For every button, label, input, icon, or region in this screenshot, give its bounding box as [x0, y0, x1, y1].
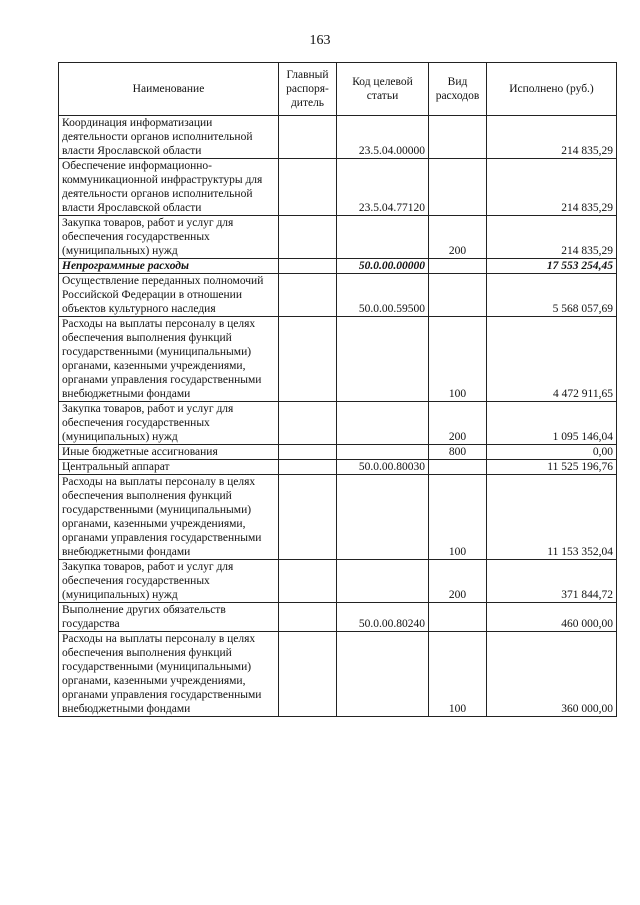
row-type: 800	[429, 445, 487, 460]
table-row	[59, 317, 617, 402]
row-name: Расходы на выплаты персоналу в целях обеспечения выполнения функций государственными (муниципальными) органами, казенными учреждениями, органами управления государственными внебюджетными фондами	[59, 317, 279, 402]
header-code: Код целевой статьи	[337, 63, 429, 116]
row-admin	[279, 603, 337, 632]
row-name: Иные бюджетные ассигнования	[59, 445, 279, 460]
row-admin	[279, 259, 337, 274]
row-amount: 214 835,29	[487, 216, 617, 259]
row-code	[337, 317, 429, 402]
row-code: 50.0.00.00000	[337, 259, 429, 274]
row-amount: 11 153 352,04	[487, 475, 617, 560]
row-code	[337, 402, 429, 445]
row-admin	[279, 274, 337, 317]
row-admin	[279, 402, 337, 445]
row-name: Осуществление переданных полномочий Российской Федерации в отношении объектов культурного наследия	[59, 274, 279, 317]
row-type: 200	[429, 402, 487, 445]
row-code: 23.5.04.77120	[337, 159, 429, 216]
budget-table	[58, 62, 617, 717]
table-row	[59, 460, 617, 475]
row-amount: 0,00	[487, 445, 617, 460]
row-admin	[279, 560, 337, 603]
table-row	[59, 402, 617, 445]
row-type: 200	[429, 216, 487, 259]
table-row	[59, 475, 617, 560]
row-amount: 360 000,00	[487, 632, 617, 717]
row-name: Центральный аппарат	[59, 460, 279, 475]
row-type	[429, 460, 487, 475]
row-type: 200	[429, 560, 487, 603]
header-amount: Исполнено (руб.)	[487, 63, 617, 116]
row-name: Закупка товаров, работ и услуг для обеспечения государственных (муниципальных) нужд	[59, 560, 279, 603]
row-admin	[279, 460, 337, 475]
table-header-row	[59, 63, 617, 116]
row-admin	[279, 317, 337, 402]
row-name: Обеспечение информационно-коммуникационной инфраструктуры для деятельности органов исполнительной власти Ярославской области	[59, 159, 279, 216]
row-admin	[279, 159, 337, 216]
row-type	[429, 159, 487, 216]
row-amount: 4 472 911,65	[487, 317, 617, 402]
row-admin	[279, 632, 337, 717]
row-type: 100	[429, 475, 487, 560]
row-code: 23.5.04.00000	[337, 116, 429, 159]
page-number: 163	[309, 33, 331, 48]
header-name: Наименование	[59, 63, 279, 116]
row-name: Расходы на выплаты персоналу в целях обеспечения выполнения функций государственными (муниципальными) органами, казенными учреждениями, органами управления государственными внебюджетными фондами	[59, 632, 279, 717]
table-row	[59, 159, 617, 216]
row-name: Выполнение других обязательств государства	[59, 603, 279, 632]
row-name: Расходы на выплаты персоналу в целях обеспечения выполнения функций государственными (муниципальными) органами, казенными учреждениями, органами управления государственными внебюджетными фондами	[59, 475, 279, 560]
row-admin	[279, 216, 337, 259]
row-name: Непрограммные расходы	[59, 259, 279, 274]
table-row	[59, 445, 617, 460]
row-type	[429, 274, 487, 317]
row-amount: 214 835,29	[487, 159, 617, 216]
row-code	[337, 445, 429, 460]
row-type	[429, 259, 487, 274]
table-row	[59, 216, 617, 259]
row-type	[429, 603, 487, 632]
row-type	[429, 116, 487, 159]
row-amount: 371 844,72	[487, 560, 617, 603]
row-type: 100	[429, 632, 487, 717]
row-name: Координация информатизации деятельности органов исполнительной власти Ярославской области	[59, 116, 279, 159]
row-name: Закупка товаров, работ и услуг для обеспечения государственных (муниципальных) нужд	[59, 402, 279, 445]
table-row	[59, 603, 617, 632]
row-amount: 214 835,29	[487, 116, 617, 159]
row-code	[337, 475, 429, 560]
row-amount: 5 568 057,69	[487, 274, 617, 317]
row-code: 50.0.00.80240	[337, 603, 429, 632]
table-row	[59, 116, 617, 159]
header-admin: Главный распоря-дитель	[279, 63, 337, 116]
table-row	[59, 560, 617, 603]
row-admin	[279, 445, 337, 460]
row-amount: 17 553 254,45	[487, 259, 617, 274]
row-type: 100	[429, 317, 487, 402]
row-name: Закупка товаров, работ и услуг для обеспечения государственных (муниципальных) нужд	[59, 216, 279, 259]
row-admin	[279, 116, 337, 159]
row-amount: 1 095 146,04	[487, 402, 617, 445]
table-row	[59, 632, 617, 717]
row-code	[337, 216, 429, 259]
row-code	[337, 632, 429, 717]
table-row	[59, 274, 617, 317]
row-code: 50.0.00.80030	[337, 460, 429, 475]
row-admin	[279, 475, 337, 560]
row-amount: 460 000,00	[487, 603, 617, 632]
row-amount: 11 525 196,76	[487, 460, 617, 475]
header-type: Вид расходов	[429, 63, 487, 116]
row-code: 50.0.00.59500	[337, 274, 429, 317]
row-code	[337, 560, 429, 603]
table-row	[59, 259, 617, 274]
